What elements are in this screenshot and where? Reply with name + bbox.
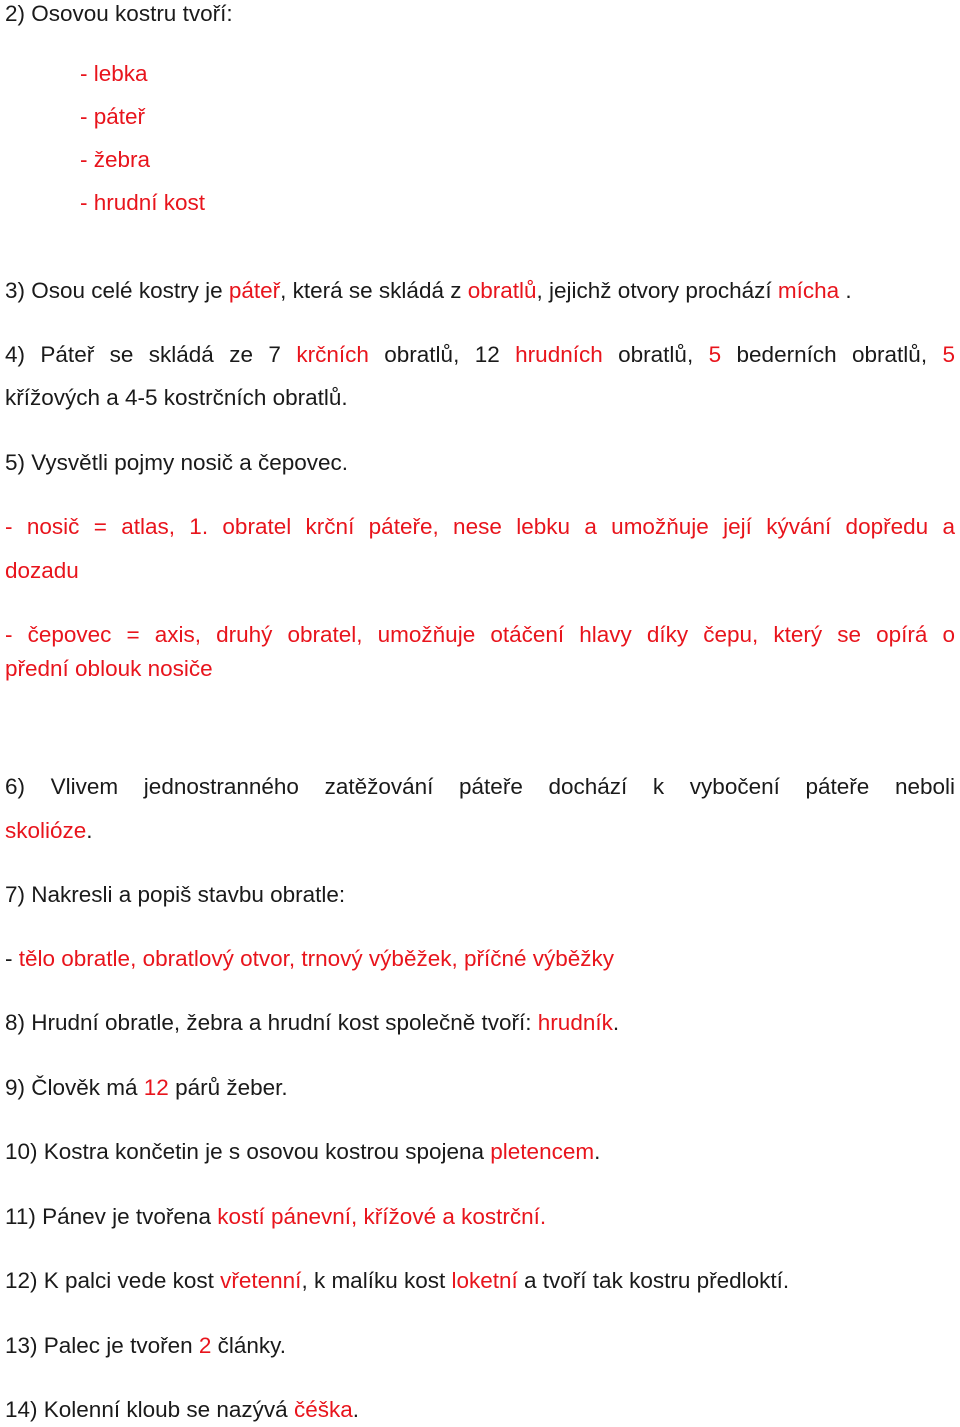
answer-cepovec-cont: přední oblouk nosiče bbox=[5, 656, 213, 681]
answer: mícha bbox=[777, 278, 840, 303]
text: , k malíku kost bbox=[301, 1268, 452, 1293]
question-10 bbox=[5, 1138, 600, 1166]
text: obratlů, 12 bbox=[368, 342, 516, 367]
answer: skolióze bbox=[5, 818, 87, 843]
text: 10) Kostra končetin je s osovou kostrou spojena bbox=[5, 1139, 491, 1164]
answer-cepovec: - čepovec = axis, druhý obratel, umožňuje otáčení hlavy díky čepu, který se opírá o bbox=[5, 622, 955, 647]
answer: kostí pánevní, křížové a kostrční. bbox=[217, 1204, 547, 1229]
question-6: 6) Vlivem jednostranného zatěžování páteře dochází k vybočení páteře neboli bbox=[5, 774, 955, 799]
answer: 5 bbox=[708, 342, 722, 367]
question-2: 2) Osovou kostru tvoří: bbox=[5, 1, 233, 26]
question-11 bbox=[5, 1203, 546, 1231]
text: 13) Palec je tvořen bbox=[5, 1333, 199, 1358]
answer: páteř bbox=[228, 278, 281, 303]
answer-nosic-cont: dozadu bbox=[5, 558, 79, 583]
answer: pletencem bbox=[490, 1139, 595, 1164]
answer: tělo obratle, obratlový otvor, trnový výběžek, příčné výběžky bbox=[18, 946, 615, 971]
text: 12) K palci vede kost bbox=[5, 1268, 221, 1293]
question-6-cont bbox=[5, 817, 93, 845]
text: . bbox=[594, 1139, 601, 1164]
text: obratlů, bbox=[602, 342, 709, 367]
text: 4) Páteř se skládá ze 7 bbox=[5, 342, 297, 367]
answer: loketní bbox=[451, 1268, 518, 1293]
answer: hrudních bbox=[515, 342, 603, 367]
text: články. bbox=[211, 1333, 286, 1358]
text: . bbox=[86, 818, 93, 843]
question-4 bbox=[5, 341, 955, 369]
answer-nosic: - nosič = atlas, 1. obratel krční páteře, nese lebku a umožňuje její kývání dopředu a bbox=[5, 514, 955, 539]
question-14 bbox=[5, 1396, 359, 1424]
question-5: 5) Vysvětli pojmy nosič a čepovec. bbox=[5, 450, 349, 475]
question-8 bbox=[5, 1009, 619, 1037]
text: párů žeber. bbox=[168, 1075, 288, 1100]
answer: 12 bbox=[143, 1075, 169, 1100]
question-4-cont: křížových a 4-5 kostrčních obratlů. bbox=[5, 385, 348, 410]
answer: krčních bbox=[296, 342, 369, 367]
text: . bbox=[352, 1397, 359, 1422]
question-7: 7) Nakresli a popiš stavbu obratle: bbox=[5, 882, 346, 907]
answer: vřetenní bbox=[220, 1268, 302, 1293]
text: 9) Člověk má bbox=[5, 1075, 144, 1100]
text: 11) Pánev je tvořena bbox=[5, 1204, 218, 1229]
text: , jejichž otvory prochází bbox=[536, 278, 778, 303]
answer: obratlů bbox=[467, 278, 537, 303]
answer: čéška bbox=[293, 1397, 353, 1422]
question-9 bbox=[5, 1074, 288, 1102]
question-12 bbox=[5, 1267, 789, 1295]
answer: hrudník bbox=[537, 1010, 613, 1035]
answer: 5 bbox=[942, 342, 955, 367]
text: 3) Osou celé kostry je bbox=[5, 278, 229, 303]
text: . bbox=[612, 1010, 620, 1035]
question-13 bbox=[5, 1332, 286, 1360]
text: , která se skládá z bbox=[280, 278, 468, 303]
list-item-lebka: - lebka bbox=[80, 61, 148, 86]
text: 14) Kolenní kloub se nazývá bbox=[5, 1397, 294, 1422]
list-item-zebra: - žebra bbox=[80, 147, 151, 172]
text: bederních obratlů, bbox=[721, 342, 943, 367]
question-3 bbox=[5, 277, 852, 305]
text: a tvoří tak kostru předloktí. bbox=[517, 1268, 790, 1293]
list-item-pater: - páteř bbox=[80, 104, 146, 129]
text: - bbox=[5, 946, 19, 971]
answer-7 bbox=[5, 945, 614, 973]
list-item-hrudni-kost: - hrudní kost bbox=[80, 190, 206, 215]
text: 8) Hrudní obratle, žebra a hrudní kost společně tvoří: bbox=[5, 1010, 538, 1035]
answer: 2 bbox=[198, 1333, 212, 1358]
text: . bbox=[839, 278, 852, 303]
